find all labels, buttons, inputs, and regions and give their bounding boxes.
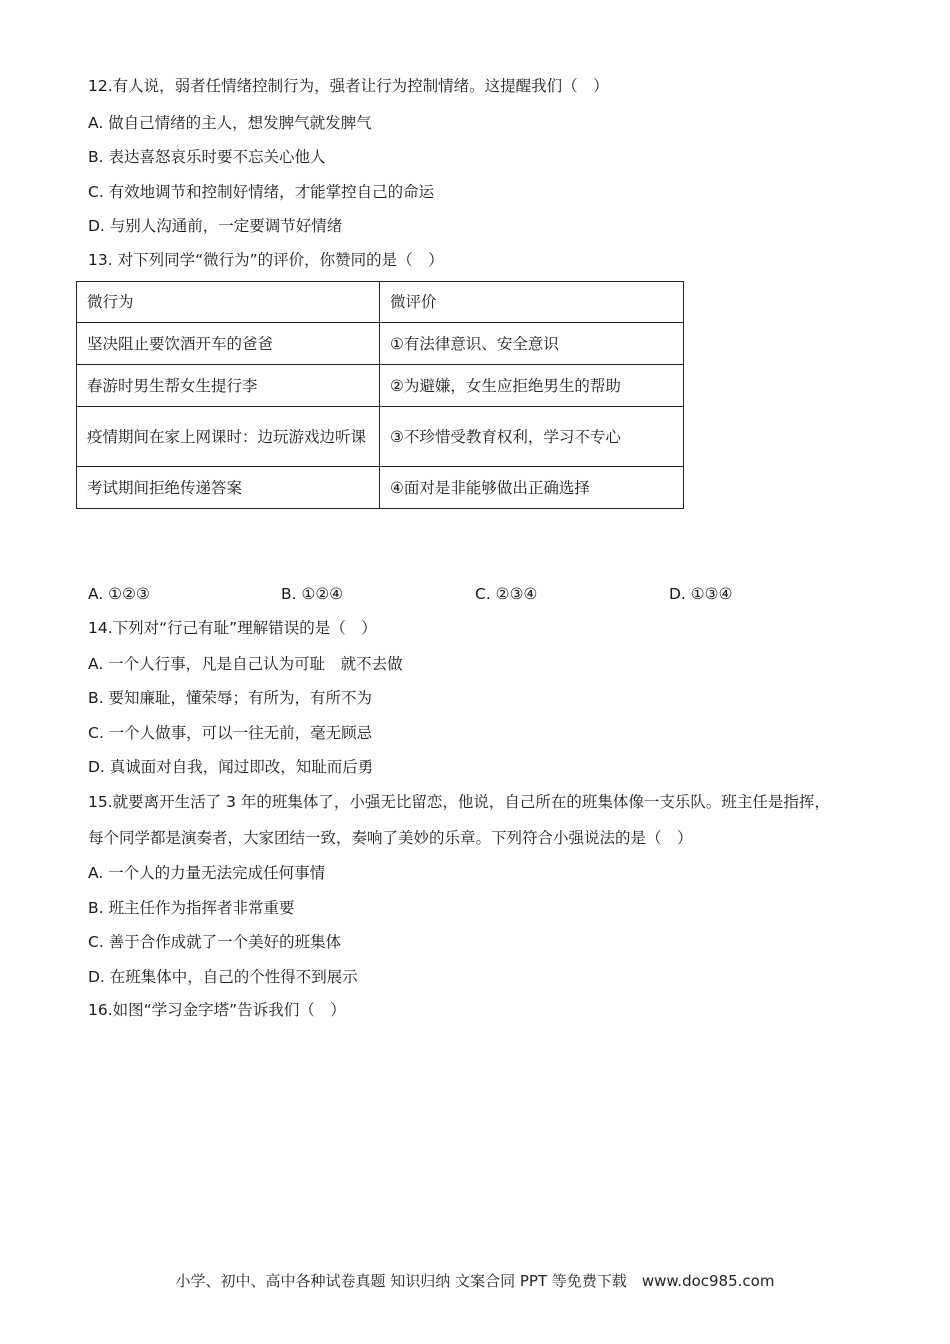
table-row bbox=[77, 407, 684, 467]
question-12-option-c: C. 有效地调节和控制好情绪，才能掌控自己的命运 bbox=[88, 183, 435, 201]
table-header-evaluation: 微评价 bbox=[380, 282, 684, 323]
question-14-option-a: A. 一个人行事，凡是自己认为可耻 就不去做 bbox=[88, 655, 403, 673]
question-14-option-c: C. 一个人做事，可以一往无前，毫无顾忌 bbox=[88, 724, 373, 742]
question-12-option-d: D. 与别人沟通前，一定要调节好情绪 bbox=[88, 217, 343, 235]
table-row bbox=[77, 365, 684, 407]
table-cell-behavior: 考试期间拒绝传递答案 bbox=[77, 467, 380, 509]
table-cell-behavior: 疫情期间在家上网课时：边玩游戏边听课 bbox=[77, 407, 380, 467]
question-14-option-b: B. 要知廉耻，懂荣辱；有所为，有所不为 bbox=[88, 689, 372, 707]
question-15-stem-line-1: 15.就要离开生活了 3 年的班集体了，小强无比留恋，他说，自己所在的班集体像一支乐队。班主任是指挥， bbox=[88, 793, 830, 811]
micro-behavior-table bbox=[76, 281, 684, 509]
table-cell-evaluation: ④面对是非能够做出正确选择 bbox=[380, 467, 684, 509]
question-15-option-a: A. 一个人的力量无法完成任何事情 bbox=[88, 864, 326, 882]
question-15-option-d: D. 在班集体中，自己的个性得不到展示 bbox=[88, 968, 358, 986]
table-cell-evaluation: ③不珍惜受教育权利，学习不专心 bbox=[380, 407, 684, 467]
question-13-option-a: A. ①②③ bbox=[88, 585, 150, 603]
table-header-behavior: 微行为 bbox=[77, 282, 380, 323]
question-15-option-b: B. 班主任作为指挥者非常重要 bbox=[88, 899, 295, 917]
table-cell-behavior: 春游时男生帮女生提行李 bbox=[77, 365, 380, 407]
question-13-options bbox=[88, 584, 848, 604]
question-16-stem: 16.如图“学习金字塔”告诉我们（ ） bbox=[88, 1001, 346, 1019]
table-row bbox=[77, 467, 684, 509]
question-15-stem-line-2: 每个同学都是演奏者，大家团结一致，奏响了美妙的乐章。下列符合小强说法的是（ ） bbox=[88, 829, 693, 847]
question-15-option-c: C. 善于合作成就了一个美好的班集体 bbox=[88, 933, 342, 951]
question-14-stem: 14.下列对“行己有耻”理解错误的是（ ） bbox=[88, 619, 377, 637]
table-cell-evaluation: ②为避嫌，女生应拒绝男生的帮助 bbox=[380, 365, 684, 407]
table-cell-evaluation: ①有法律意识、安全意识 bbox=[380, 323, 684, 365]
question-12-option-b: B. 表达喜怒哀乐时要不忘关心他人 bbox=[88, 148, 326, 166]
question-12-stem: 12.有人说，弱者任情绪控制行为，强者让行为控制情绪。这提醒我们（ ） bbox=[88, 77, 609, 95]
page-footer: 小学、初中、高中各种试卷真题 知识归纳 文案合同 PPT 等免费下载 www.doc985.com bbox=[175, 1272, 775, 1290]
table-header-row bbox=[77, 282, 684, 323]
question-13-option-d: D. ①③④ bbox=[669, 585, 733, 603]
table-cell-behavior: 坚决阻止要饮酒开车的爸爸 bbox=[77, 323, 380, 365]
table-row bbox=[77, 323, 684, 365]
question-13-option-b: B. ①②④ bbox=[281, 585, 344, 603]
question-14-option-d: D. 真诚面对自我，闻过即改，知耻而后勇 bbox=[88, 758, 374, 776]
question-12-option-a: A. 做自己情绪的主人，想发脾气就发脾气 bbox=[88, 114, 372, 132]
question-13-stem: 13. 对下列同学“微行为”的评价，你赞同的是（ ） bbox=[88, 251, 444, 269]
question-13-option-c: C. ②③④ bbox=[475, 585, 538, 603]
